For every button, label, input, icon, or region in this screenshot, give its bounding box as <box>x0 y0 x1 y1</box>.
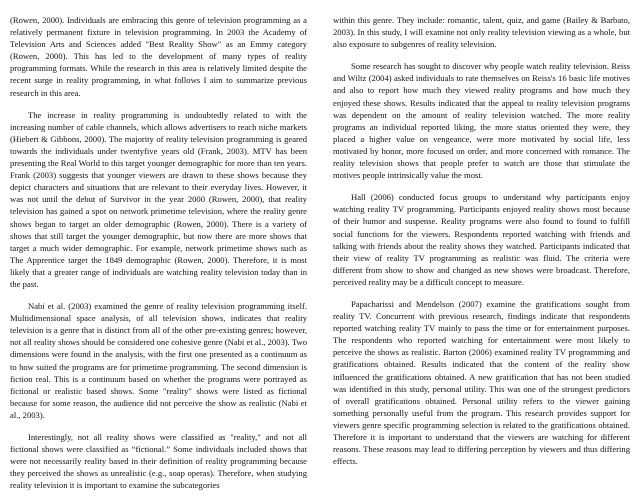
right-column <box>333 14 630 477</box>
left-paragraph-2: The increase in reality programming is undoubtedly related to with the increasing number of cable channels, which allows advertisers to reach niche markets (Hiebert & Gibbons, 2000). The majority of reality television programming is geared towards the individuals under twentyfive years old (Frank, 2003). MTV has been presenting the Real World to this target younger demographic for more than ten years. Frank (2003) suggests that younger viewers are drawn to these shows because they depict characters and situations that are relevant to their everyday lives. However, it was not until the debut of Survivor in the year 2000 (Rowen, 2000), that reality television has gained a spot on network primetime television, where the reality genre shows began to target an older demographic (Rowen, 2000). There is a variety of shows that still target the younger demographic, but now there are more shows that target a much wider demographic. For example, network primetime shows such as The Apprentice target the 1849 demographic (Rowen, 2000). Therefore, it is most likely that a greater range of individuals are watching reality television today than in the past. <box>10 109 307 289</box>
right-paragraph-3: Hall (2006) conducted focus groups to understand why participants enjoy watching reality TV programming. Participants enjoyed reality shows most because of their humor and suspense. Reality programs were also found to found to fulfill social functions for the viewers. Respondents reported watching with friends and talking with friends about the reality shows they watched. Participants indicated that their view of reality TV programming as realistic was fluid. The criteria were different from show to show and changed as new shows were broadcast. Therefore, perceived reality may be a difficult concept to measure. <box>333 192 630 287</box>
left-paragraph-1: (Rowen, 2000). Individuals are embracing this genre of television programming as a relatively permanent fixture in television programming. In 2003 the Academy of Television Arts and Sciences added "Best Reality Show" as an Emmy category (Rowen, 2000). This has led to the development of many types of reality programming formats. While the research in this area is relatively limited despite the recent surge in reality programming, in what follows I aim to summarize previous research in this area. <box>10 15 307 98</box>
right-paragraph-1: within this genre. They include: romantic, talent, quiz, and game (Bailey & Barbato, 2003). In this study, I will examine not only reality television viewing as a whole, but also exposure to subgenres of reality television. <box>333 15 630 50</box>
right-paragraph-4: Papacharissi and Mendelson (2007) examine the gratifications sought from reality TV. Concurrent with previous research, findings indicate that respondents reported watching reality TV mainly to pass the time or for entertainment purposes. The respondents who reported watching for entertainment were most likely to perceive the shows as realistic. Barton (2006) examined reality TV programming and gratifications obtained. Results indicated that the content of the reality show influenced the gratifications obtained. A new gratification that has not been studied was identified in this study, personal utility. This was one of the strongest predictors of overall gratifications obtained. Personal utility refers to the viewer gaining something personally useful from the program. This research provides support for viewers genre specific programming selection is related to the gratifications obtained. Therefore it is important to understand that the viewers are watching for different reasons. These reasons may lead to differing perception by viewers and thus differing effects. <box>333 298 630 467</box>
left-paragraph-4: Interestingly, not all reality shows were classified as "reality," and not all fictional shows were classified as “fictional.” Some individuals included shows that were not necessarily reality based in their definition of reality programming because they perceived the shows as unrealistic (e.g., soap operas). Therefore, when studying reality television it is important to examine the subcategories <box>10 432 307 491</box>
left-column <box>10 14 307 501</box>
right-paragraph-2: Some research has sought to discover why people watch reality television. Reiss and Wiltz (2004) asked individuals to rate themselves on Reiss's 16 basic life motives and also to report how much they viewed reality programs and how much they enjoyed these shows. Results indicated that the appeal to reality television programs was dependent on the amount of reality television watched. The more reality programs an individual reported liking, the more status oriented they were, they placed a higher value on vengeance, were more motivated by social life, less motivated by honor, more focused on order, and more concerned with romance. The reality television shows that people prefer to watch are those that stimulate the motives people intrinsically value the most. <box>333 61 630 181</box>
left-paragraph-3: Nabi et al. (2003) examined the genre of reality television programming itself. Multidimensional space analysis, of all television shows, indicates that reality television is a genre that is distinct from all of the other pre-existing genres; however, not all reality shows should be considered one cohesive genre (Nabi et al., 2003). Two dimensions were found in the analysis, with the first one presented as a continuum as to how suited the programs are for primetime programming. The second dimension is fiction real. This is a continuum based on whether the programs were portrayed as fictional or realistic based shows. Some "reality" shows were listed as fictional because for some reason, the audience did not perceive the show as realistic (Nabi et al., 2003). <box>10 301 307 420</box>
